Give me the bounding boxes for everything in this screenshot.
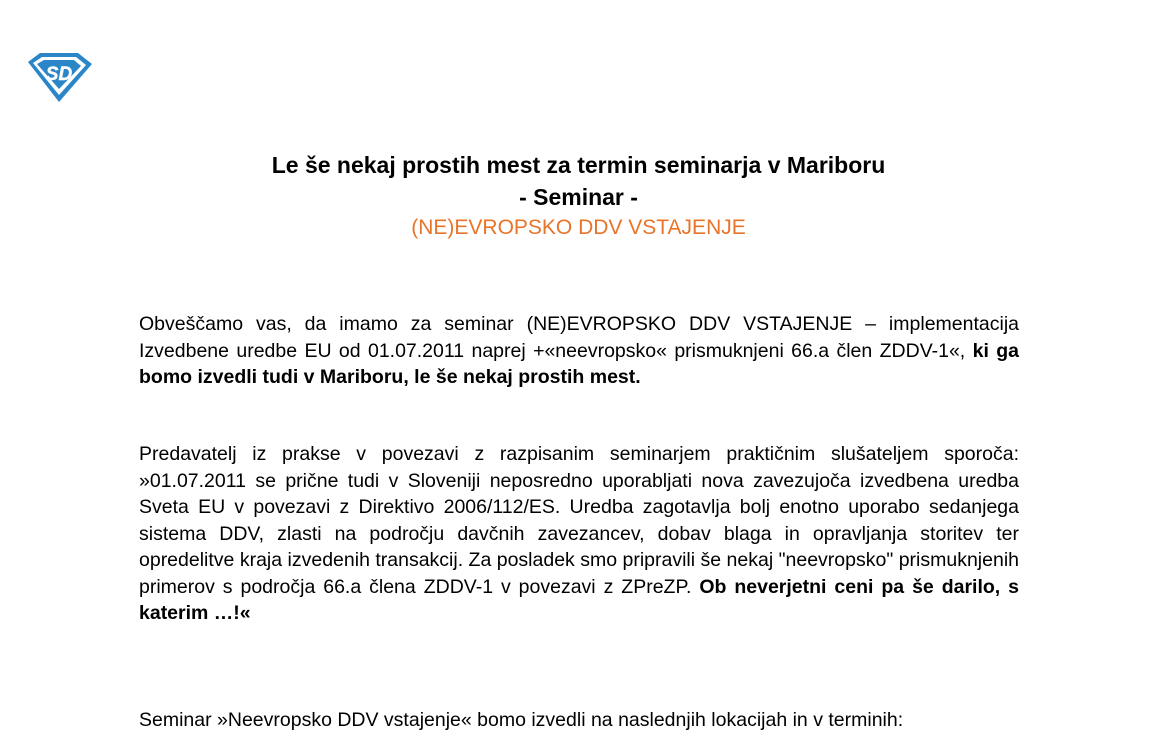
paragraph-lecturer-text: Predavatelj iz prakse v povezavi z razpisanim seminarjem praktičnim slušateljem sporoča: »01.07.2011 se prične tudi v Sloveniji neposredno uporabljati nova zavezujoča izvedbena uredba Sveta EU v povezavi z Direktivo 2006/112/ES. Uredba zagotavlja bolj enotno uporabo sedanjega sistema DDV, zlasti na področju davčnih zavezancev, dobav blaga in opravljanja storitev ter opredelitve kraja izvedenih transakcij. Za posladek smo pripravili še nekaj "neevropsko" prismuknjenih primerov s področja 66.a člena ZDDV-1 v povezavi z ZPreZP.: [139, 443, 1019, 598]
paragraph-lecturer: [139, 441, 1019, 627]
paragraph-intro-bold: ki ga bomo izvedli tudi v Mariboru, le še nekaj prostih mest.: [139, 339, 1019, 388]
logo-text: SD: [45, 64, 73, 85]
seminar-title: (NE)EVROPSKO DDV VSTAJENJE: [411, 216, 746, 239]
paragraph-locations: [139, 707, 1019, 734]
paragraph-intro: [139, 311, 1019, 391]
paragraph-intro-text: Obveščamo vas, da imamo za seminar (NE)EVROPSKO DDV VSTAJENJE – implementacija Izvedbene uredbe EU od 01.07.2011 naprej +«neevropsko« prismuknjeni 66.a člen ZDDV-1«,: [139, 313, 1019, 362]
heading-line-2: - Seminar -: [519, 184, 638, 210]
paragraph-lecturer-bold: Ob neverjetni ceni pa še darilo, s katerim …!«: [139, 575, 1020, 624]
heading-line-1: Le še nekaj prostih mest za termin seminarja v Mariboru: [271, 152, 886, 178]
paragraph-locations-text: Seminar »Neevropsko DDV vstajenje« bomo izvedli na naslednjih lokacijah in v terminih:: [139, 709, 904, 731]
company-logo: [22, 50, 96, 104]
